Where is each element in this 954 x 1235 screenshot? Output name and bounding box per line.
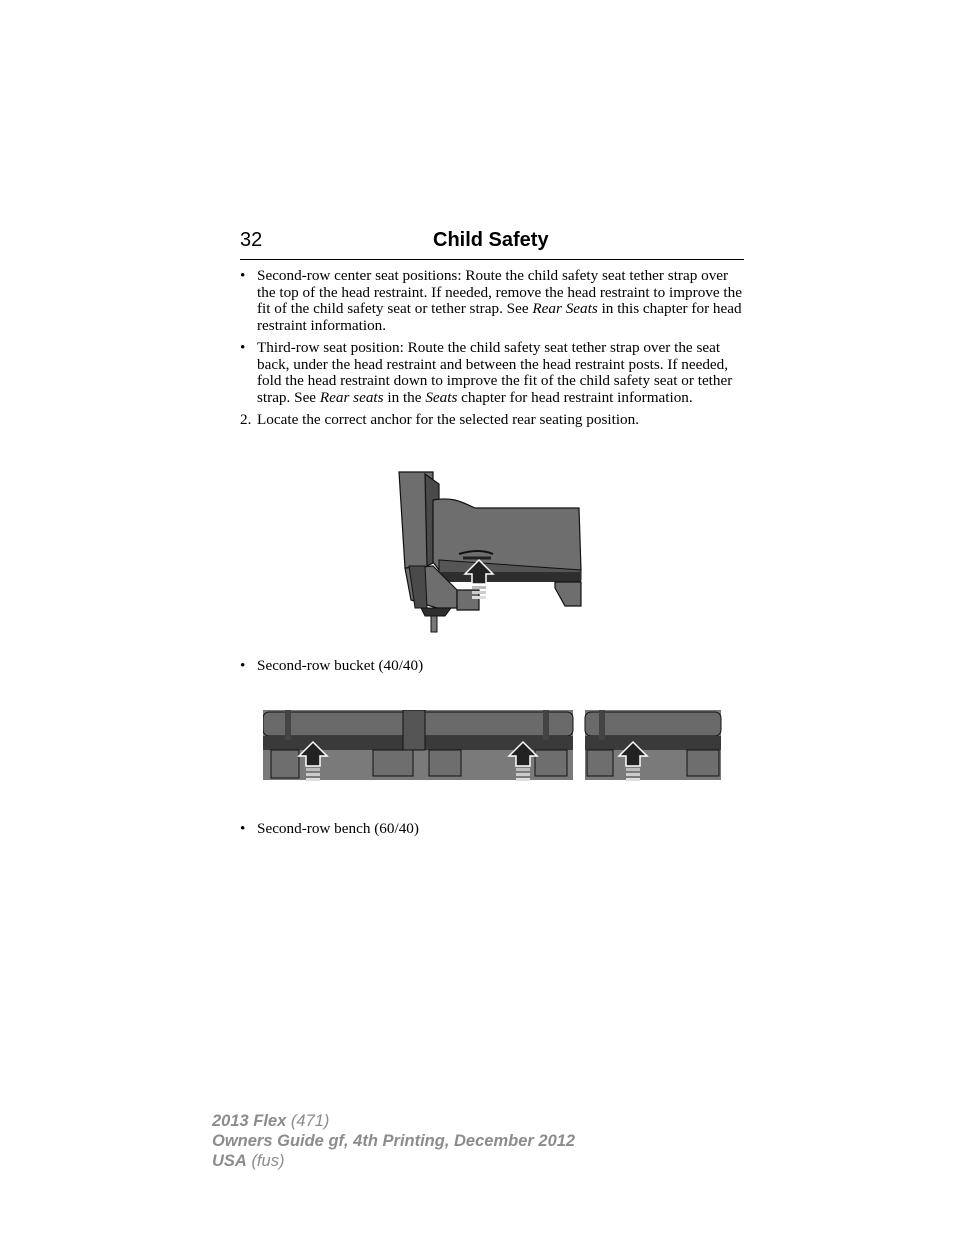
bullet-marker: •	[240, 820, 246, 837]
bullet-marker: •	[240, 267, 246, 284]
bullet-third-row	[240, 340, 746, 406]
bullet-text: in this chapter for head restraint information.	[257, 300, 742, 334]
bullet-marker: •	[240, 657, 246, 674]
bullet-second-row-center	[240, 268, 746, 334]
caption-text: Second-row bucket (40/40)	[257, 657, 424, 674]
step-text: Locate the correct anchor for the selected rear seating position.	[257, 411, 640, 428]
footer-region-code: (fus)	[251, 1152, 285, 1170]
caption-bench	[240, 821, 746, 838]
page-title: Child Safety	[433, 229, 549, 251]
cross-reference: Seats	[425, 388, 458, 406]
bullet-text: in the	[383, 388, 426, 406]
footer-region: USA	[212, 1152, 247, 1170]
footer-model: 2013 Flex	[212, 1112, 287, 1130]
step-number: 2.	[240, 411, 252, 428]
cross-reference: Rear Seats	[532, 300, 598, 317]
step-2	[240, 412, 746, 429]
top-bullet-list	[240, 268, 746, 429]
bullet-marker: •	[240, 339, 246, 356]
footer-guide: Owners Guide gf, 4th Printing, December 2012	[212, 1132, 576, 1150]
bullet-text: chapter for head restraint information.	[457, 388, 693, 406]
caption-bucket	[240, 658, 746, 675]
caption-text: Second-row bench (60/40)	[257, 820, 419, 837]
bucket-seat-anchor-illustration	[395, 470, 585, 635]
page-header	[240, 229, 744, 260]
bullet-text: Second-row center seat positions: Route the child safety seat tether strap over the top of the head restraint. If needed, remove the head restraint to improve the fit of the child safety seat or tether strap. See	[257, 267, 742, 317]
page-footer	[212, 1111, 575, 1171]
page-number: 32	[240, 229, 263, 251]
bullet-text: Third-row seat position: Route the child safety seat tether strap over the seat back, under the head restraint and between the head restraint posts. If needed, fold the head restraint down to improve the fit of the child safety seat or tether strap. See	[257, 339, 733, 406]
cross-reference: Rear seats	[319, 388, 384, 406]
footer-model-code: (471)	[290, 1112, 330, 1130]
bench-seat-anchor-illustration	[263, 710, 723, 785]
